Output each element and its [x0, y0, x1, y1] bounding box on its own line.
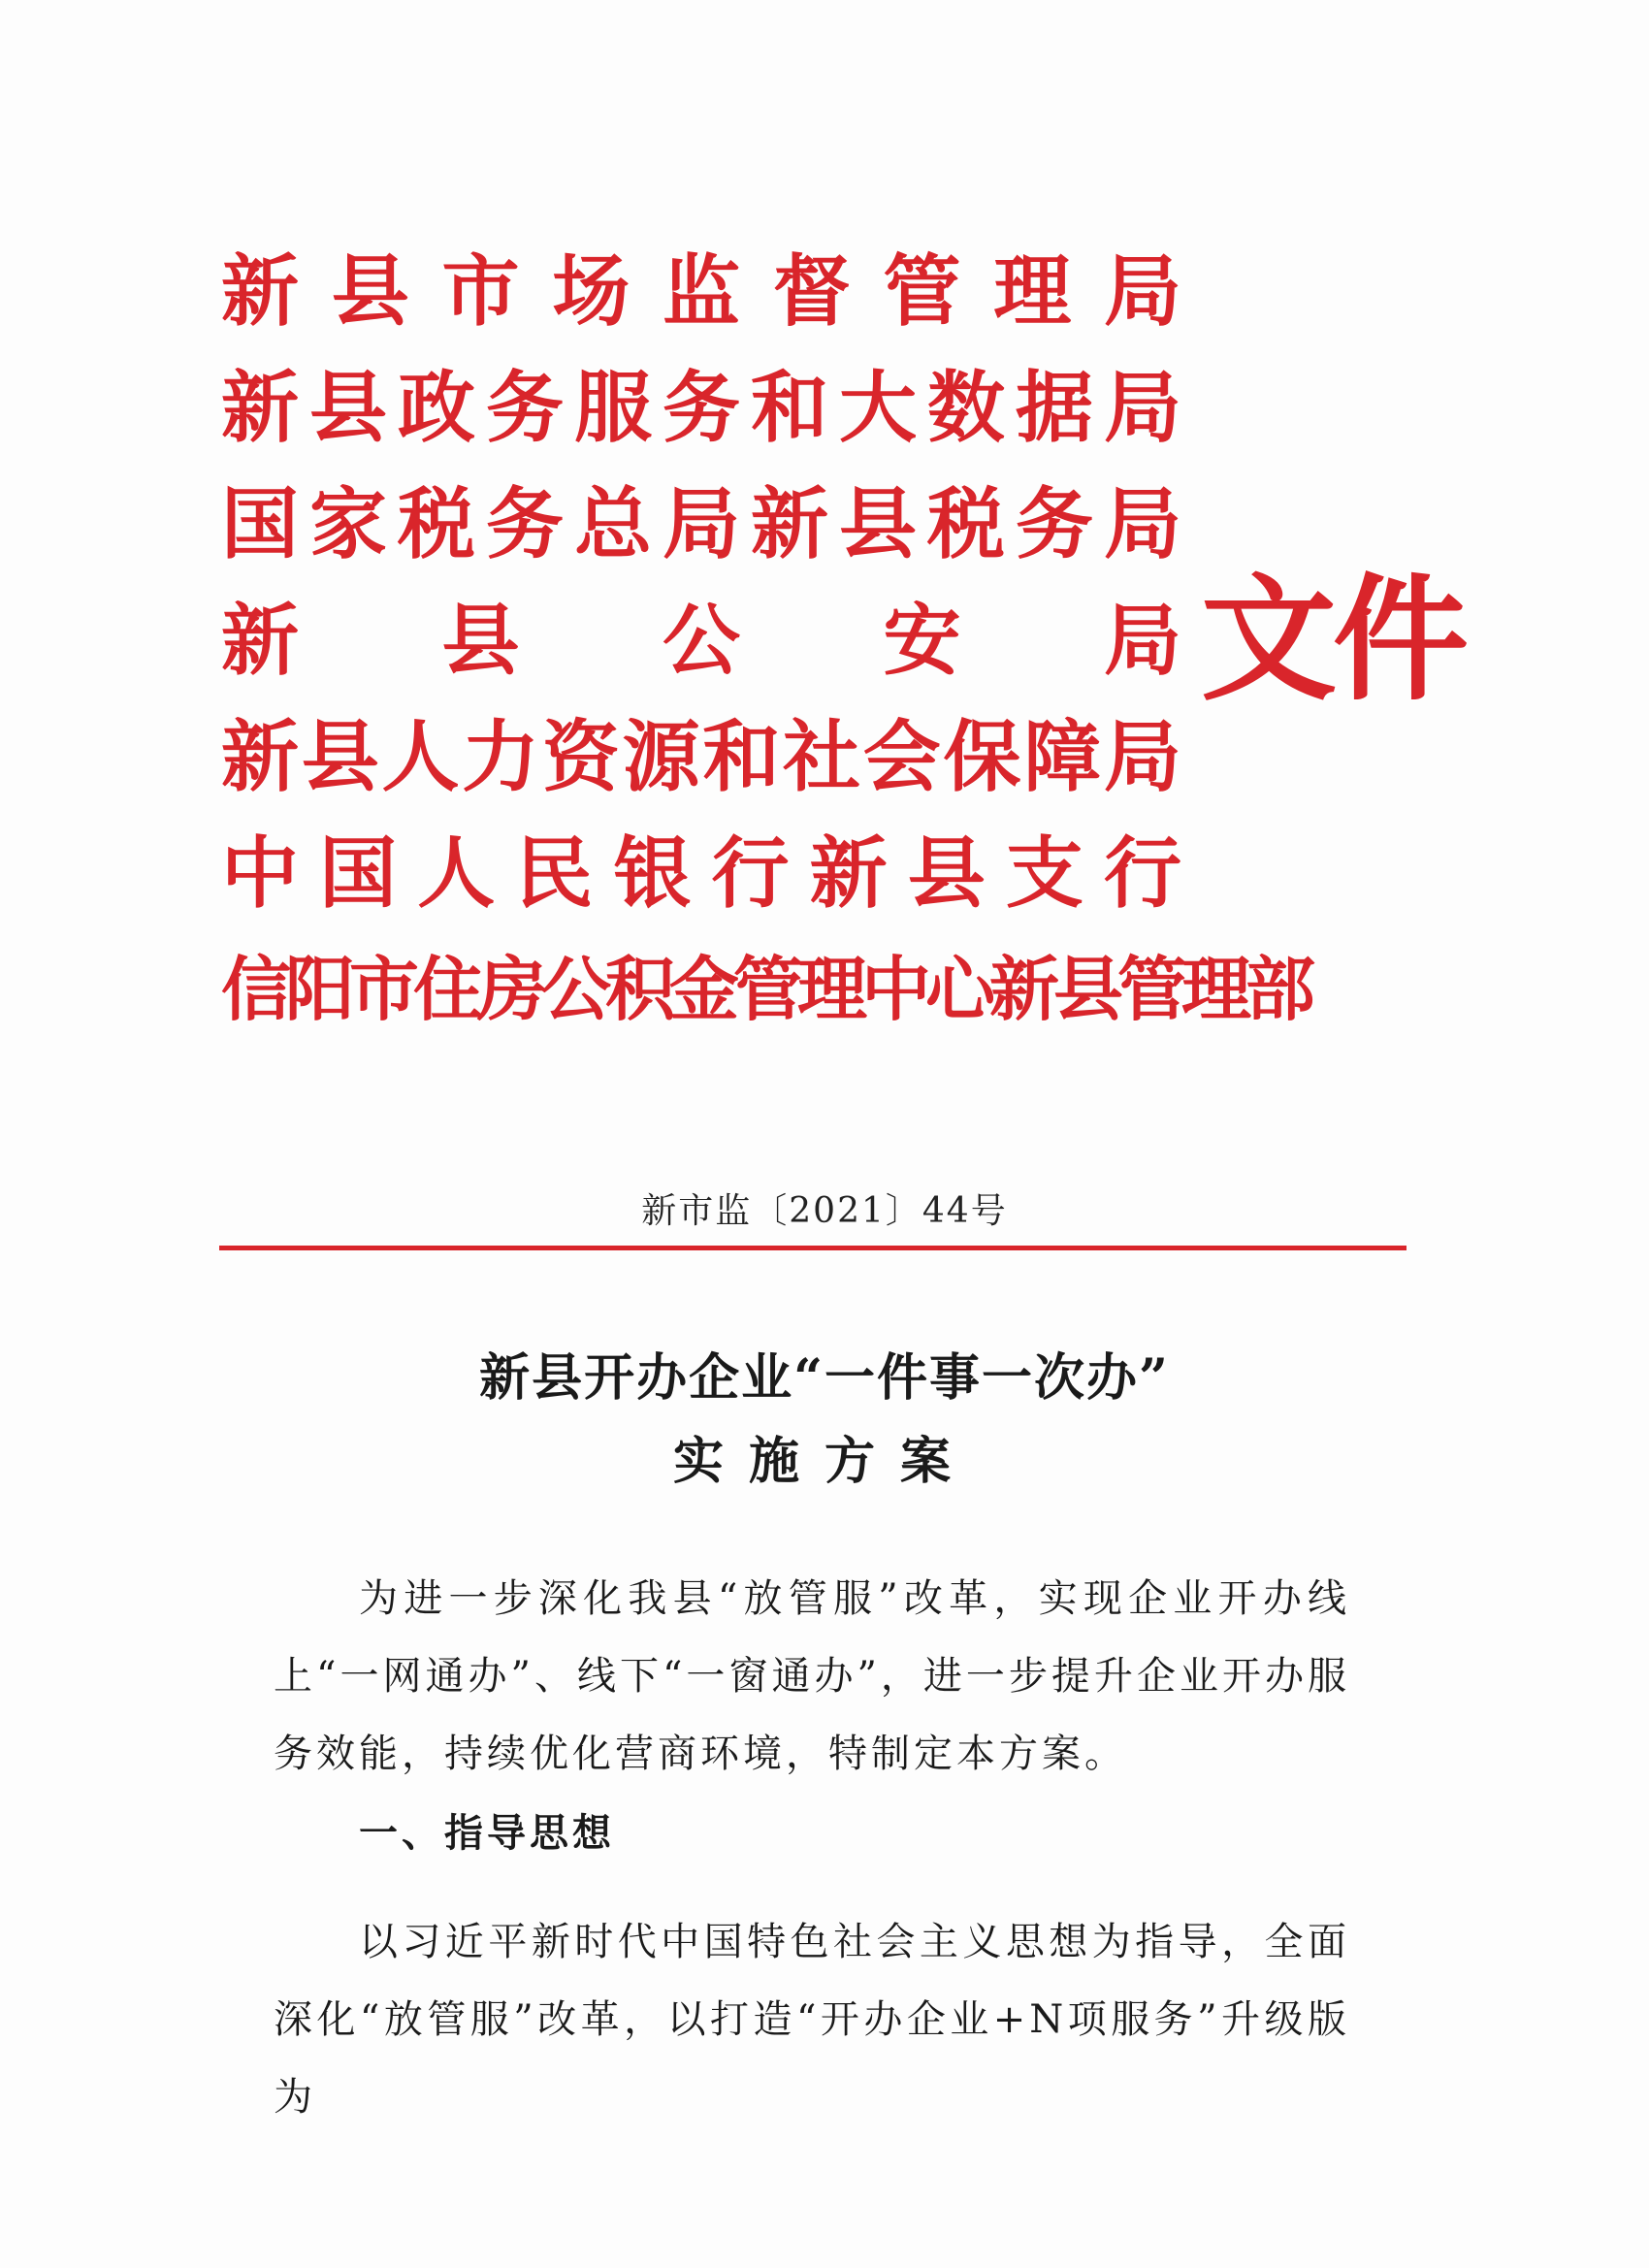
document-title-line1: 新县开办企业“一件事一次办” [479, 1348, 1170, 1408]
intro-paragraph: 为进一步深化我县“放管服”改革，实现企业开办线上“一网通办”、线下“一窗通办”，进一步提升企业开办服务效能，持续优化营商环境，特制定本方案。 [274, 1576, 1350, 1776]
document-type-label: 文件 [1201, 561, 1466, 720]
issuer-char: 大 [839, 362, 917, 453]
issuer-char: 总 [574, 478, 652, 569]
issuer-char: 源 [622, 711, 700, 802]
issuer-char: 人 [381, 711, 460, 802]
issuer-char: 务 [486, 362, 564, 453]
issuer-line [221, 698, 1181, 815]
issuer-char: 督 [772, 245, 851, 337]
issuer-line [221, 233, 1181, 349]
issuer-char: 障 [1023, 711, 1102, 802]
issuer-char: 县 [331, 245, 409, 337]
issuer-char: 县 [441, 595, 520, 686]
issuer-char: 服 [574, 362, 652, 453]
document-number: 新市监〔2021〕44号 [641, 1191, 1008, 1231]
issuer-char: 保 [943, 711, 1021, 802]
issuer-char: 行 [711, 827, 790, 919]
issuer-char: 国 [319, 827, 398, 919]
issuer-line [221, 349, 1181, 466]
issuer-char: 场 [552, 245, 630, 337]
issuer-char: 局 [1103, 711, 1181, 802]
issuer-char: 市 [441, 245, 520, 337]
issuer-char: 据 [1016, 362, 1093, 453]
issuer-line [221, 582, 1181, 698]
issuer-char: 国 [221, 478, 299, 569]
issuer-char: 行 [1103, 827, 1181, 919]
issuer-char: 税 [398, 478, 475, 569]
issuer-char: 和 [751, 362, 828, 453]
issuer-char: 务 [1016, 478, 1093, 569]
issuer-char: 公 [663, 595, 740, 686]
issuer-char: 新 [809, 827, 888, 919]
issuer-char: 局 [663, 478, 740, 569]
issuer-char: 数 [927, 362, 1005, 453]
red-divider-line [219, 1246, 1406, 1250]
issuer-char: 社 [783, 711, 861, 802]
issuer-char: 家 [309, 478, 387, 569]
issuer-char: 局 [1104, 595, 1181, 686]
issuer-line: 信阳市住房公积金管理中心新县管理部 [221, 948, 1310, 1030]
issuer-char: 新 [751, 478, 828, 569]
issuer-char: 支 [1005, 827, 1083, 919]
issuer-char: 力 [462, 711, 540, 802]
issuer-char: 监 [663, 245, 740, 337]
issuer-char: 新 [221, 711, 299, 802]
issuer-char: 局 [1104, 478, 1181, 569]
document-title-line2: 实施方案 [672, 1432, 976, 1491]
issuer-char: 和 [702, 711, 781, 802]
issuer-char: 中 [221, 827, 299, 919]
issuer-char: 资 [541, 711, 620, 802]
issuer-char: 税 [927, 478, 1005, 569]
issuer-char: 务 [486, 478, 564, 569]
section-paragraph: 以习近平新时代中国特色社会主义思想为指导，全面深化“放管服”改革，以打造“开办企业+N项服务”升级版为 [274, 1920, 1350, 2120]
issuer-block [221, 233, 1310, 1048]
issuer-char: 新 [221, 245, 299, 337]
issuer-char: 政 [398, 362, 475, 453]
issuer-char: 局 [1104, 245, 1181, 337]
issuer-char: 银 [613, 827, 692, 919]
issuer-char: 管 [883, 245, 961, 337]
issuer-line [221, 466, 1181, 582]
issuer-char: 民 [515, 827, 594, 919]
issuer-line [221, 815, 1181, 931]
issuer-char: 理 [993, 245, 1072, 337]
issuer-char: 县 [309, 362, 387, 453]
issuer-char: 局 [1104, 362, 1181, 453]
issuer-char: 县 [839, 478, 917, 569]
issuer-char: 县 [301, 711, 379, 802]
issuer-char: 人 [417, 827, 496, 919]
issuer-char: 会 [862, 711, 941, 802]
section-heading: 一、指导思想 [359, 1810, 615, 1856]
issuer-char: 新 [221, 362, 299, 453]
issuer-char: 新 [221, 595, 299, 686]
issuer-char: 务 [663, 362, 740, 453]
issuer-char: 安 [883, 595, 961, 686]
issuer-char: 县 [907, 827, 986, 919]
